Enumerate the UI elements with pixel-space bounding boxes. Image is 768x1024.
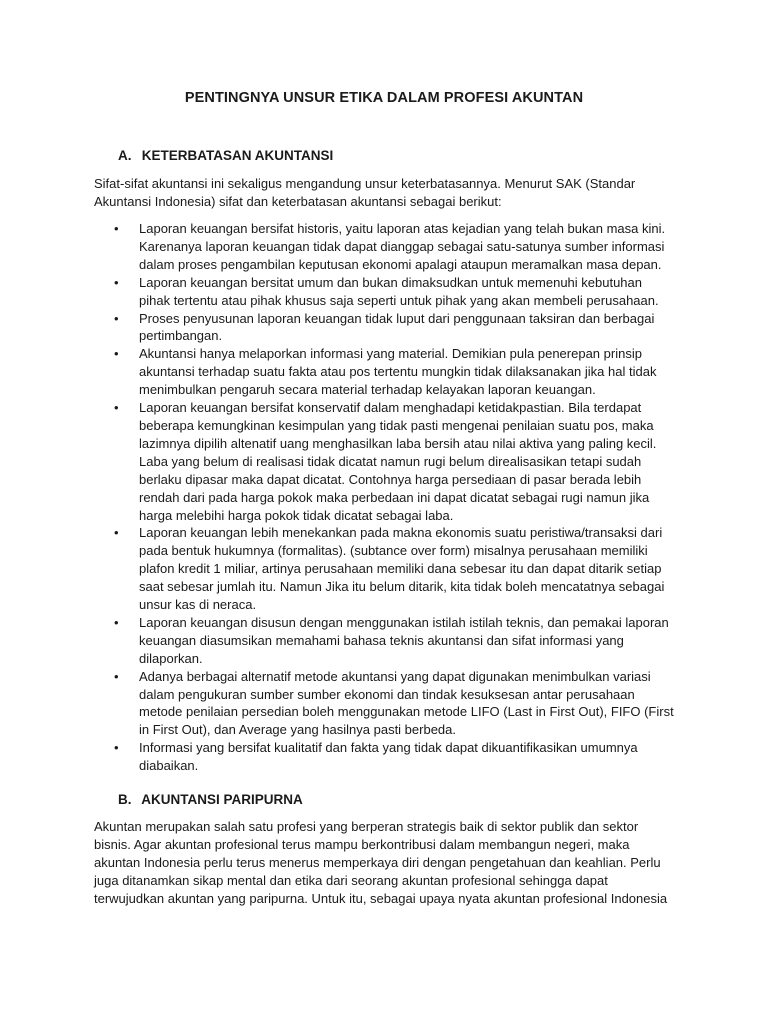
- bullet-icon: •: [114, 346, 119, 362]
- section-a-letter: A.: [118, 148, 132, 163]
- list-item-text: Informasi yang bersifat kualitatif dan fakta yang tidak dapat dikuantifikasikan umumnya diabaikan.: [139, 740, 638, 774]
- bullet-icon: •: [114, 310, 119, 326]
- bullet-icon: •: [114, 614, 119, 630]
- bullet-icon: •: [114, 274, 119, 290]
- list-item: [94, 739, 674, 775]
- section-b-letter: B.: [118, 792, 132, 807]
- bullet-icon: •: [114, 740, 119, 756]
- list-item-text: Akuntansi hanya melaporkan informasi yang material. Demikian pula penerepan prinsip akuntansi terhadap suatu fakta atau pos tertentu mungkin tidak dilaksanakan jika hal tidak menimbulkan pengaruh secara material terhadap kelayakan laporan keuangan.: [139, 346, 657, 398]
- list-item: [94, 399, 674, 524]
- list-item: [94, 614, 674, 668]
- list-item: [94, 524, 674, 614]
- section-b-title: AKUNTANSI PARIPURNA: [141, 792, 303, 807]
- bullet-icon: •: [114, 525, 119, 541]
- list-item-text: Laporan keuangan bersitat umum dan bukan dimaksudkan untuk memenuhi kebutuhan pihak tertentu atau pihak khusus saja seperti untuk pihak yang akan membeli perusahaan.: [139, 274, 659, 308]
- document-title: PENTINGNYA UNSUR ETIKA DALAM PROFESI AKUNTAN: [184, 90, 584, 106]
- list-item-text: Adanya berbagai alternatif metode akuntansi yang dapat digunakan menimbulkan variasi dalam pengukuran sumber sumber ekonomi dan tindak kesuksesan antar perusahaan metode penilaian persedian boleh menggunakan metode LIFO (Last in First Out), FIFO (First in First Out), dan Average yang hasilnya pasti berbeda.: [139, 668, 674, 738]
- list-item-text: Proses penyusunan laporan keuangan tidak luput dari penggunaan taksiran dan berbagai pertimbangan.: [139, 310, 655, 344]
- list-item: [94, 345, 674, 399]
- section-a-heading: [118, 148, 333, 163]
- bullet-icon: •: [114, 668, 119, 684]
- list-item: [94, 668, 674, 740]
- bullet-icon: •: [114, 221, 119, 236]
- limitations-list: [94, 220, 674, 775]
- section-b-body: Akuntan merupakan salah satu profesi yang berperan strategis baik di sektor publik dan sektor bisnis. Agar akuntan profesional terus mampu berkontribusi dalam membangun negeri, maka akuntan Indonesia perlu terus menerus memperkaya diri dengan pengetahuan dan keahlian. Perlu juga ditanamkan sikap mental dan etika dari seorang akuntan profesional sehingga dapat terwujudkan akuntan yang paripurna. Untuk itu, sebagai upaya nyata akuntan profesional Indonesia: [94, 819, 668, 906]
- list-item-text: Laporan keuangan disusun dengan menggunakan istilah istilah teknis, dan pemakai laporan keuangan diasumsikan memahami bahasa teknis akuntansi dan sifat informasi yang dilaporkan.: [139, 614, 669, 666]
- bullet-icon: •: [114, 400, 119, 416]
- list-item-text: Laporan keuangan lebih menekankan pada makna ekonomis suatu peristiwa/transaksi dari pada bentuk hukumnya (formalitas). (subtance over form) misalnya perusahaan memiliki plafon kredit 1 miliar, artinya perusahaan memiliki dana sebesar itu dan dapat ditarik setiap saat sebesar jumlah itu. Namun Jika itu belum ditarik, kita tidak boleh mencatatnya sebagai unsur kas di neraca.: [139, 525, 665, 613]
- section-b-heading: [118, 792, 303, 807]
- section-a-title: KETERBATASAN AKUNTANSI: [141, 148, 334, 163]
- list-item-text: Laporan keuangan bersifat konservatif dalam menghadapi ketidakpastian. Bila terdapat beberapa kemungkinan kesimpulan yang tidak pasti mengenai penilaian suatu pos, maka lazimnya dipilih altenatif uang menghasilkan laba bersih atau nilai aktiva yang paling kecil. Laba yang belum di realisasi tidak dicatat namun rugi belum direalisasikan tetapi sudah berlaku dipasar maka dapat dicatat. Contohnya harga persediaan di pasar berada lebih rendah dari pada harga pokok maka perbedaan ini dapat dicatat sebagai rugi namun jika harga melebihi harga pokok tidak dicatat sebagai laba.: [139, 400, 657, 523]
- list-item-text: Laporan keuangan bersifat historis, yaitu laporan atas kejadian yang telah bukan masa kini. Karenanya laporan keuangan tidak dapat dianggap sebagai satu-satunya sumber informasi dalam proses pengambilan keputusan ekonomi apalagi ataupun meramalkan masa depan.: [139, 221, 666, 272]
- list-item: [94, 220, 674, 274]
- list-item: [94, 310, 674, 346]
- list-item: [94, 274, 674, 310]
- section-a-intro: Sifat-sifat akuntansi ini sekaligus mengandung unsur keterbatasannya. Menurut SAK (Standar Akuntansi Indonesia) sifat dan keterbatasan akuntansi sebagai berikut:: [94, 176, 636, 209]
